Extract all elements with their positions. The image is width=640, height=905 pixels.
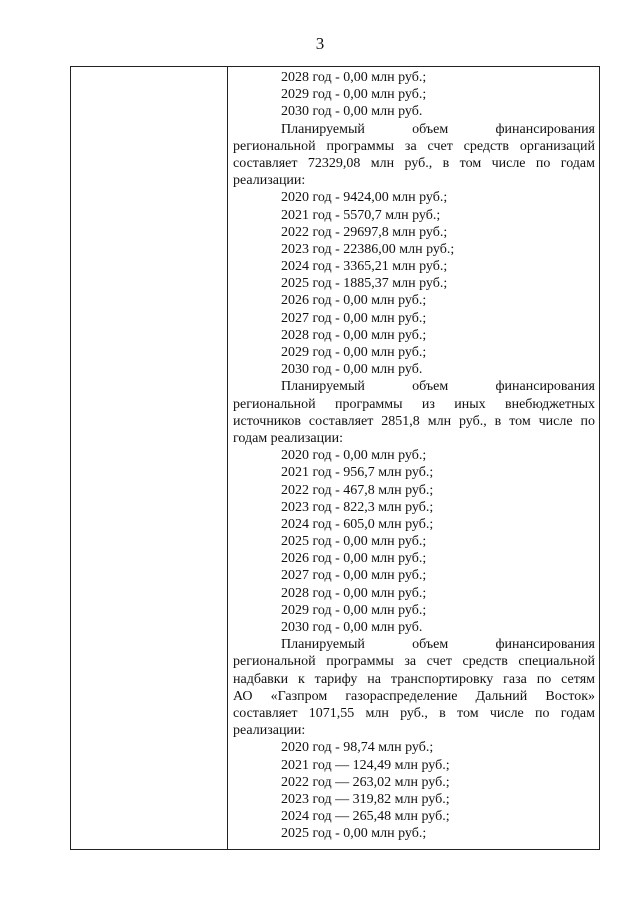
text-line: 2029 год - 0,00 млн руб.; — [281, 345, 427, 360]
table-right-column — [228, 67, 599, 849]
text-line: 2029 год - 0,00 млн руб.; — [281, 602, 427, 618]
table-left-column — [71, 67, 228, 849]
text-line: 2030 год - 0,00 млн руб. — [281, 362, 423, 378]
text-line: 2023 год - 822,3 млн руб.; — [281, 499, 434, 515]
text-line: 2023 год - 22386,00 млн руб.; — [281, 241, 455, 257]
text-line: региональной программы за счет средств организаций — [233, 138, 595, 154]
text-line: 2028 год - 0,00 млн руб.; — [281, 585, 427, 601]
text-line: 2020 год - 0,00 млн руб.; — [281, 448, 427, 464]
text-line: 2026 год - 0,00 млн руб.; — [281, 293, 427, 309]
text-line: 2020 год - 98,74 млн руб.; — [281, 740, 434, 756]
text-line: 2029 год - 0,00 млн руб.; — [281, 87, 427, 103]
text-line: 2027 год - 0,00 млн руб.; — [281, 310, 427, 326]
text-line: региональной программы из иных внебюджетных — [233, 396, 595, 412]
text-line: 2021 год - 956,7 млн руб.; — [281, 465, 434, 481]
text-line: 2024 год - 605,0 млн руб.; — [281, 516, 434, 532]
text-line: годам реализации: — [233, 430, 343, 446]
text-line: 2022 год - 467,8 млн руб.; — [281, 482, 434, 498]
text-line: 2030 год - 0,00 млн руб. — [281, 620, 423, 635]
text-line: надбавки к тарифу на транспортировку газа по сетям — [233, 671, 595, 687]
text-line: 2021 год - 5570,7 млн руб.; — [281, 207, 441, 223]
text-line: 2025 год - 1885,37 млн руб.; — [281, 276, 448, 292]
text-line: составляет 72329,08 млн руб., в том числе по годам — [233, 155, 595, 171]
financing-table — [70, 66, 600, 850]
text-line: 2028 год - 0,00 млн руб.; — [281, 327, 427, 343]
text-line: 2026 год - 0,00 млн руб.; — [281, 551, 427, 567]
text-line: 2030 год - 0,00 млн руб. — [281, 104, 423, 120]
text-line: 2025 год - 0,00 млн руб.; — [281, 534, 427, 550]
text-line: 2022 год — 263,02 млн руб.; — [281, 774, 450, 790]
text-line: реализации: — [233, 173, 306, 189]
text-line: региональной программы за счет средств специальной — [233, 654, 595, 670]
text-line: 2023 год — 319,82 млн руб.; — [281, 791, 450, 807]
text-line: 2020 год - 9424,00 млн руб.; — [281, 190, 448, 206]
text-line: Планируемый объем финансирования — [281, 379, 595, 395]
text-line: 2024 год — 265,48 млн руб.; — [281, 809, 450, 825]
text-line: АО «Газпром газораспределение Дальний Восток» — [233, 688, 595, 704]
text-line: реализации: — [233, 723, 306, 739]
text-line: Планируемый объем финансирования — [281, 121, 595, 137]
text-line: Планируемый объем финансирования — [281, 637, 595, 653]
text-line: 2021 год — 124,49 млн руб.; — [281, 757, 450, 773]
text-line: 2025 год - 0,00 млн руб.; — [281, 826, 427, 842]
text-line: 2022 год - 29697,8 млн руб.; — [281, 224, 448, 240]
page-number: 3 — [315, 34, 325, 53]
text-line: составляет 1071,55 млн руб., в том числе по годам — [233, 705, 595, 721]
text-line: 2028 год - 0,00 млн руб.; — [281, 70, 427, 85]
text-line: источников составляет 2851,8 млн руб., в том числе по — [233, 413, 595, 429]
text-line: 2027 год - 0,00 млн руб.; — [281, 568, 427, 584]
text-line: 2024 год - 3365,21 млн руб.; — [281, 259, 448, 275]
